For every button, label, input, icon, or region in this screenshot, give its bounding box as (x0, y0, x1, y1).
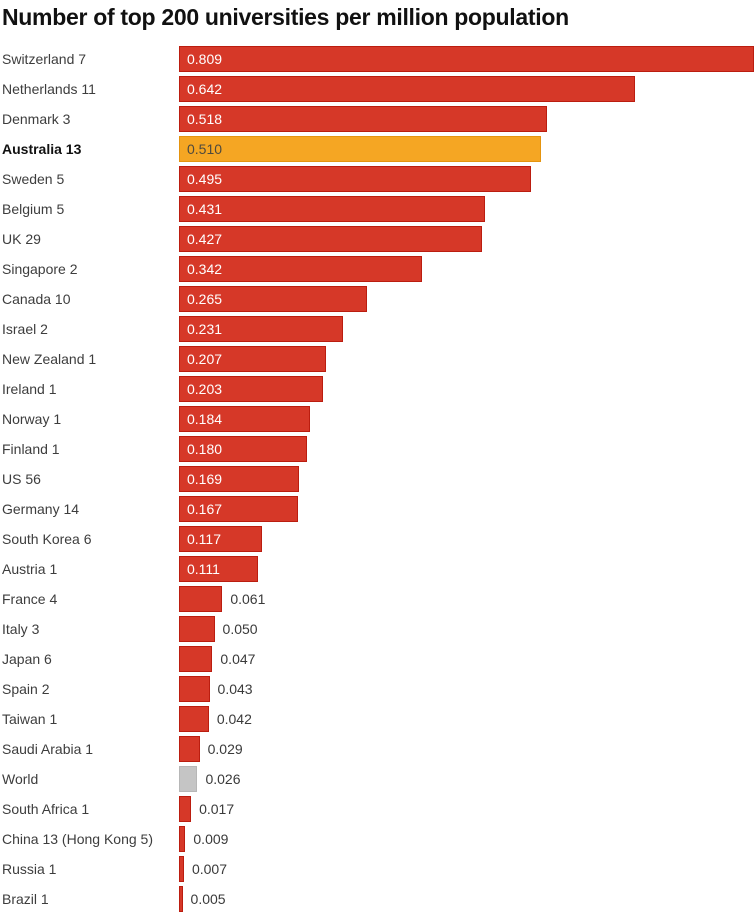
bar (179, 466, 299, 492)
category-label: South Korea 6 (2, 531, 92, 547)
value-label: 0.117 (187, 531, 221, 547)
chart-row (0, 434, 754, 464)
value-label: 0.047 (220, 651, 256, 667)
chart-row (0, 344, 754, 374)
bar (179, 316, 343, 342)
bar (179, 46, 754, 72)
bar (179, 586, 222, 612)
bar-track (179, 646, 754, 672)
bar (179, 346, 326, 372)
bar-track (179, 286, 754, 312)
chart-row (0, 704, 754, 734)
bar (179, 256, 422, 282)
category-label: Netherlands 11 (2, 81, 96, 97)
bar (179, 766, 197, 792)
value-label: 0.231 (187, 321, 223, 337)
value-label: 0.495 (187, 171, 223, 187)
category-label: UK 29 (2, 231, 41, 247)
bar (179, 496, 298, 522)
chart-row (0, 614, 754, 644)
bar-track (179, 676, 754, 702)
category-label: Australia 13 (2, 141, 82, 157)
value-label: 0.009 (193, 831, 229, 847)
bar (179, 196, 485, 222)
bar-track (179, 346, 754, 372)
category-label: Sweden 5 (2, 171, 65, 187)
bar-track (179, 736, 754, 762)
bar-track (179, 766, 754, 792)
bar-track (179, 466, 754, 492)
chart-row (0, 374, 754, 404)
bar (179, 706, 209, 732)
value-label: 0.265 (187, 291, 223, 307)
bar (179, 826, 185, 852)
bar (179, 436, 307, 462)
chart-row (0, 764, 754, 794)
chart-row (0, 494, 754, 524)
chart-row (0, 824, 754, 854)
category-label: Spain 2 (2, 681, 50, 697)
chart-row (0, 254, 754, 284)
bar-track (179, 316, 754, 342)
chart-row (0, 404, 754, 434)
category-label: Israel 2 (2, 321, 48, 337)
chart-row (0, 224, 754, 254)
chart-row (0, 194, 754, 224)
category-label: US 56 (2, 471, 41, 487)
bar-track (179, 376, 754, 402)
value-label: 0.642 (187, 81, 223, 97)
chart-row (0, 44, 754, 74)
value-label: 0.050 (222, 621, 258, 637)
bar (179, 136, 541, 162)
category-label: Taiwan 1 (2, 711, 58, 727)
value-label: 0.207 (187, 351, 223, 367)
chart-row (0, 584, 754, 614)
bar-track (179, 166, 754, 192)
bar-track (179, 856, 754, 882)
bar-track (179, 616, 754, 642)
category-label: World (2, 771, 39, 787)
value-label: 0.061 (230, 591, 266, 607)
category-label: Finland 1 (2, 441, 60, 457)
bar-track (179, 826, 754, 852)
bar (179, 166, 531, 192)
category-label: Brazil 1 (2, 891, 49, 907)
bar (179, 556, 258, 582)
bar-track (179, 796, 754, 822)
value-label: 0.026 (205, 771, 241, 787)
bar-track (179, 496, 754, 522)
category-label: Singapore 2 (2, 261, 78, 277)
chart-row (0, 554, 754, 584)
category-label: Denmark 3 (2, 111, 71, 127)
bar-track (179, 136, 754, 162)
bar-track (179, 886, 754, 912)
bar (179, 676, 210, 702)
bar-track (179, 406, 754, 432)
category-label: Ireland 1 (2, 381, 57, 397)
chart-row (0, 794, 754, 824)
category-label: Germany 14 (2, 501, 80, 517)
bar (179, 286, 367, 312)
chart-row (0, 284, 754, 314)
category-label: China 13 (Hong Kong 5) (2, 831, 153, 847)
category-label: Canada 10 (2, 291, 71, 307)
value-label: 0.007 (191, 861, 228, 877)
chart-row (0, 74, 754, 104)
chart-row (0, 734, 754, 764)
bar (179, 646, 212, 672)
value-label: 0.203 (187, 381, 223, 397)
category-label: Austria 1 (2, 561, 58, 577)
chart-row (0, 884, 754, 914)
value-label: 0.427 (187, 231, 223, 247)
bar-track (179, 46, 754, 72)
bar (179, 616, 215, 642)
bar-track (179, 586, 754, 612)
category-label: Japan 6 (2, 651, 52, 667)
bar (179, 886, 183, 912)
bar (179, 106, 547, 132)
value-label: 0.017 (199, 801, 235, 817)
bar-track (179, 196, 754, 222)
value-label: 0.342 (187, 261, 223, 277)
chart-row (0, 134, 754, 164)
value-label: 0.043 (217, 681, 253, 697)
value-label: 0.167 (187, 501, 223, 517)
bar-track (179, 706, 754, 732)
category-label: Norway 1 (2, 411, 62, 427)
value-label: 0.518 (187, 111, 223, 127)
bar (179, 856, 184, 882)
bar-track (179, 526, 754, 552)
value-label: 0.431 (187, 201, 223, 217)
bar-track (179, 226, 754, 252)
bar (179, 406, 310, 432)
value-label: 0.029 (207, 741, 243, 757)
value-label: 0.042 (216, 711, 252, 727)
chart-row (0, 854, 754, 884)
bar (179, 526, 262, 552)
chart-rows (0, 44, 754, 914)
chart-row (0, 164, 754, 194)
chart-row (0, 104, 754, 134)
value-label: 0.809 (187, 51, 223, 67)
category-label: South Africa 1 (2, 801, 90, 817)
category-label: Saudi Arabia 1 (2, 741, 94, 757)
bar (179, 736, 200, 762)
category-label: France 4 (2, 591, 58, 607)
chart-row (0, 314, 754, 344)
value-label: 0.111 (187, 561, 220, 577)
category-label: Russia 1 (2, 861, 57, 877)
category-label: Belgium 5 (2, 201, 65, 217)
bar-track (179, 436, 754, 462)
bar-track (179, 256, 754, 282)
bar-track (179, 556, 754, 582)
category-label: Switzerland 7 (2, 51, 87, 67)
value-label: 0.180 (187, 441, 223, 457)
value-label: 0.184 (187, 411, 223, 427)
chart-row (0, 524, 754, 554)
chart-row (0, 464, 754, 494)
chart-row (0, 674, 754, 704)
value-label: 0.005 (190, 891, 226, 907)
value-label: 0.169 (187, 471, 223, 487)
chart-row (0, 644, 754, 674)
category-label: Italy 3 (2, 621, 40, 637)
bar (179, 376, 323, 402)
bar-track (179, 76, 754, 102)
category-label: New Zealand 1 (2, 351, 97, 367)
bar (179, 796, 191, 822)
bar (179, 76, 635, 102)
bar-track (179, 106, 754, 132)
chart-title: Number of top 200 universities per million population (2, 4, 569, 30)
value-label: 0.510 (187, 141, 223, 157)
bar (179, 226, 482, 252)
